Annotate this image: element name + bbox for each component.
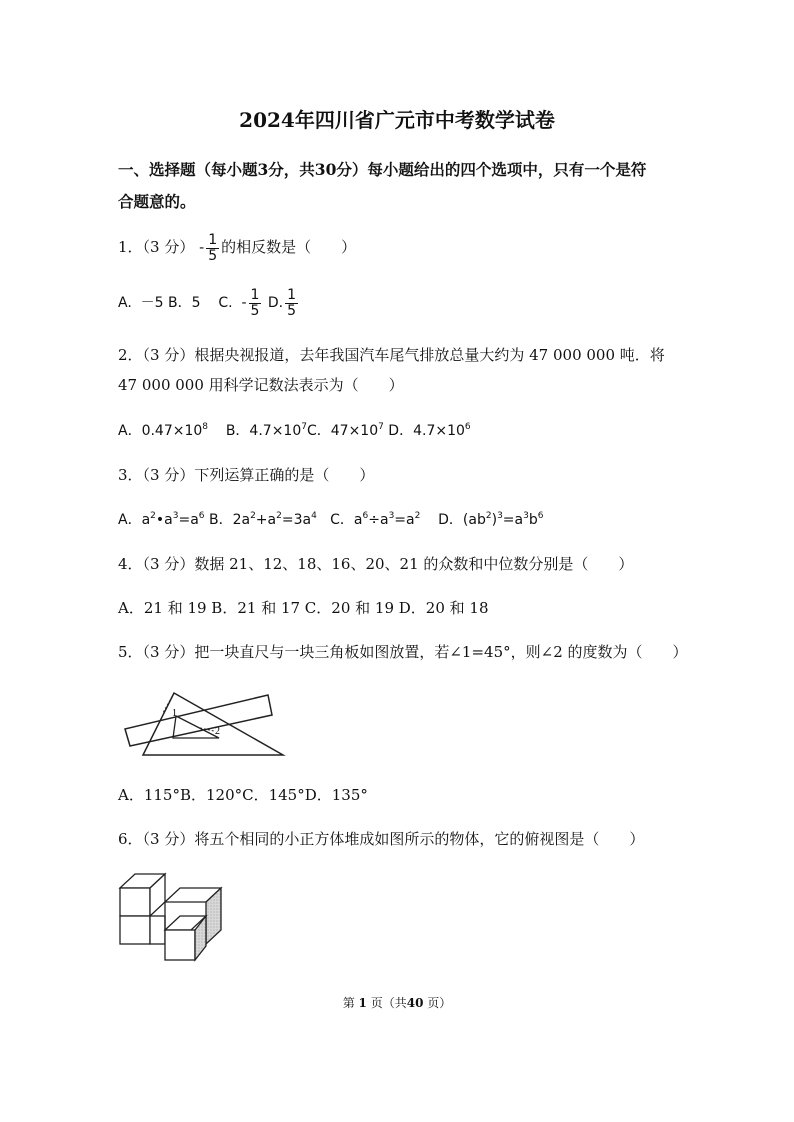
q1-opt-c-num: 1 bbox=[250, 287, 260, 303]
ruler-triangle-figure bbox=[118, 688, 293, 758]
q2-opt-b-exp: 7 bbox=[301, 422, 307, 432]
footer-pre: 第 bbox=[342, 996, 355, 1010]
angle-label-2: 2 bbox=[215, 726, 220, 737]
q1-opt-d-num: 1 bbox=[287, 287, 297, 303]
footer-mid: 页（共 bbox=[370, 996, 407, 1010]
q3-d3: =a bbox=[502, 512, 524, 528]
q1-opt-d-den: 5 bbox=[287, 302, 297, 319]
cubes-figure bbox=[120, 872, 224, 962]
q3-d2: ) bbox=[491, 512, 498, 528]
q1-frac-den: 5 bbox=[208, 247, 218, 264]
footer-page-number: 1 bbox=[358, 996, 367, 1010]
q3-b-e1: 2 bbox=[250, 511, 256, 521]
question-2-line1: 2．（3 分）根据央视报道，去年我国汽车尾气排放总量大约为 47 000 000 吨．将 bbox=[118, 346, 665, 364]
q1-opt-ab: A. －5 B．5 C. - bbox=[118, 295, 247, 312]
q3-a2: •a bbox=[155, 512, 173, 528]
q3-a-e2: 3 bbox=[172, 511, 179, 521]
q1-opt-c-den: 5 bbox=[250, 302, 260, 319]
q1-opt-c-frac bbox=[249, 288, 262, 318]
question-5: 5．（3 分）把一块直尺与一块三角板如图放置，若∠1=45°，则∠2 的度数为（ ） bbox=[118, 643, 688, 661]
footer-post: 页） bbox=[427, 996, 452, 1010]
section-heading-line2: 合题意的。 bbox=[118, 192, 196, 211]
q3-d-e4: 6 bbox=[537, 511, 544, 521]
q3-a1: A．a bbox=[118, 512, 151, 528]
q3-a-e1: 2 bbox=[150, 511, 156, 521]
cube-lower-left bbox=[120, 916, 150, 944]
question-1 bbox=[118, 233, 356, 263]
q3-c-e3: 2 bbox=[414, 511, 421, 521]
page-title: 2024年四川省广元市中考数学试卷 bbox=[239, 108, 555, 132]
q3-a-e3: 6 bbox=[198, 511, 205, 521]
q3-d-e2: 3 bbox=[497, 511, 503, 521]
section-heading-line1: 一、选择题（每小题3分，共30分）每小题给出的四个选项中，只有一个是符 bbox=[118, 160, 647, 179]
question-1-options bbox=[118, 288, 300, 318]
q3-c-e2: 3 bbox=[388, 511, 395, 521]
q1-fraction bbox=[206, 233, 219, 263]
cube-lower-middle bbox=[150, 916, 165, 944]
q3-b-e2: 2 bbox=[276, 511, 282, 521]
q1-prefix: 1．（3 分） - bbox=[118, 238, 205, 257]
question-4: 4．（3 分）数据 21、12、18、16、20、21 的众数和中位数分别是（ ） bbox=[118, 555, 634, 573]
page-footer bbox=[0, 994, 794, 1011]
q3-b3: =3a bbox=[281, 512, 312, 528]
q3-b-e3: 4 bbox=[311, 511, 317, 521]
q3-c2: ÷a bbox=[368, 512, 389, 528]
q2-opt-c: C．47×10 bbox=[306, 423, 379, 439]
q3-c1: C．a bbox=[316, 512, 363, 528]
q2-opt-d: D．4.7×10 bbox=[383, 423, 465, 439]
question-5-options: A．115°B．120°C．145°D．135° bbox=[118, 786, 368, 804]
q1-opt-d: D. bbox=[263, 295, 284, 312]
q3-b1: B．2a bbox=[204, 512, 251, 528]
q3-b2: +a bbox=[255, 512, 277, 528]
q3-d1: D．(ab bbox=[420, 512, 486, 528]
q3-a3: =a bbox=[178, 512, 199, 528]
q3-d-e1: 2 bbox=[485, 511, 492, 521]
cube-front-face bbox=[165, 930, 195, 960]
q3-d4: b bbox=[528, 512, 538, 528]
question-4-options: A．21 和 19 B．21 和 17 C．20 和 19 D．20 和 18 bbox=[118, 599, 489, 617]
question-3: 3．（3 分）下列运算正确的是（ ） bbox=[118, 466, 375, 484]
q3-c3: =a bbox=[394, 512, 415, 528]
q2-opt-a: A．0.47×10 bbox=[118, 423, 203, 439]
q2-opt-c-exp: 7 bbox=[378, 422, 384, 432]
angle-label-1: 1 bbox=[172, 708, 177, 719]
cube-upper-front bbox=[120, 888, 150, 916]
q1-frac-num: 1 bbox=[208, 232, 218, 248]
question-6: 6．（3 分）将五个相同的小正方体堆成如图所示的物体，它的俯视图是（ ） bbox=[118, 830, 645, 848]
footer-total-pages: 40 bbox=[406, 996, 424, 1010]
q2-opt-a-exp: 8 bbox=[202, 422, 209, 432]
q3-c-e1: 6 bbox=[362, 511, 369, 521]
question-3-options bbox=[118, 509, 543, 529]
q2-opt-d-exp: 6 bbox=[464, 422, 471, 432]
q1-opt-d-frac bbox=[285, 288, 298, 318]
q2-opt-b: B．4.7×10 bbox=[208, 423, 302, 439]
q3-d-e3: 3 bbox=[523, 511, 529, 521]
question-2-line2: 47 000 000 用科学记数法表示为（ ） bbox=[118, 376, 404, 394]
q1-suffix: 的相反数是（ ） bbox=[221, 238, 357, 257]
question-2-options bbox=[118, 420, 471, 440]
